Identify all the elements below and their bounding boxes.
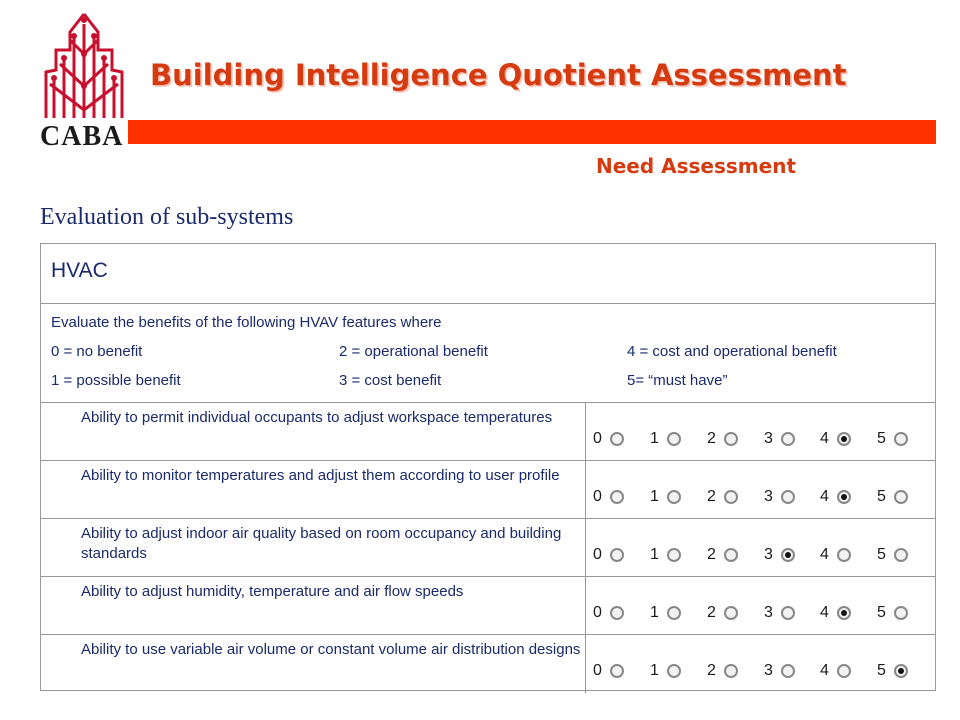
rating-option-label: 4 xyxy=(820,662,829,679)
rating-option-1[interactable] xyxy=(650,604,681,622)
rating-radio[interactable] xyxy=(724,490,738,504)
question-row xyxy=(41,403,935,461)
rating-radio[interactable] xyxy=(610,490,624,504)
rating-radio[interactable] xyxy=(837,548,851,562)
rating-option-label: 2 xyxy=(707,604,716,621)
rating-radio[interactable] xyxy=(667,664,681,678)
rating-option-4[interactable] xyxy=(820,662,851,680)
rating-radio[interactable] xyxy=(667,548,681,562)
rating-option-4[interactable] xyxy=(820,488,851,506)
rating-radio[interactable] xyxy=(894,432,908,446)
logo-text: CABA xyxy=(40,121,124,152)
rating-radio[interactable] xyxy=(610,664,624,678)
assessment-table xyxy=(40,243,936,691)
question-row xyxy=(41,461,935,519)
rating-option-label: 4 xyxy=(820,604,829,621)
rating-radio[interactable] xyxy=(724,606,738,620)
title-accent-bar xyxy=(128,120,936,144)
table-heading-row xyxy=(41,244,935,304)
rating-option-label: 1 xyxy=(650,488,659,505)
column-divider xyxy=(585,635,586,693)
rating-option-label: 2 xyxy=(707,430,716,447)
rating-option-5[interactable] xyxy=(877,546,908,564)
page-title: Building Intelligence Quotient Assessment xyxy=(150,58,847,92)
rating-option-4[interactable] xyxy=(820,546,851,564)
legend-row xyxy=(41,304,935,403)
rating-radio[interactable] xyxy=(781,664,795,678)
rating-radio[interactable] xyxy=(610,432,624,446)
rating-option-label: 3 xyxy=(764,430,773,447)
rating-option-label: 1 xyxy=(650,546,659,563)
rating-option-label: 0 xyxy=(593,488,602,505)
rating-option-0[interactable] xyxy=(593,488,624,506)
rating-option-label: 4 xyxy=(820,546,829,563)
rating-option-label: 5 xyxy=(877,488,886,505)
rating-option-0[interactable] xyxy=(593,430,624,448)
rating-option-label: 1 xyxy=(650,604,659,621)
question-text: Ability to monitor temperatures and adjust them according to user profile xyxy=(81,467,560,484)
rating-option-label: 4 xyxy=(820,488,829,505)
rating-radio[interactable] xyxy=(837,490,851,504)
question-row xyxy=(41,519,935,577)
rating-radio[interactable] xyxy=(667,606,681,620)
column-divider xyxy=(585,519,586,576)
rating-option-1[interactable] xyxy=(650,488,681,506)
rating-radio[interactable] xyxy=(781,606,795,620)
rating-option-label: 0 xyxy=(593,604,602,621)
legend-item: 0 = no benefit xyxy=(51,343,143,360)
rating-option-label: 0 xyxy=(593,662,602,679)
rating-option-label: 4 xyxy=(820,430,829,447)
legend-item: 1 = possible benefit xyxy=(51,372,181,389)
rating-option-label: 3 xyxy=(764,488,773,505)
rating-option-3[interactable] xyxy=(764,604,795,622)
rating-radio[interactable] xyxy=(610,548,624,562)
rating-radio[interactable] xyxy=(837,664,851,678)
rating-option-label: 0 xyxy=(593,430,602,447)
column-divider xyxy=(585,577,586,634)
rating-option-label: 1 xyxy=(650,430,659,447)
column-divider xyxy=(585,461,586,518)
rating-option-2[interactable] xyxy=(707,662,738,680)
rating-option-label: 5 xyxy=(877,662,886,679)
rating-option-3[interactable] xyxy=(764,488,795,506)
table-heading: HVAC xyxy=(51,259,108,282)
rating-option-5[interactable] xyxy=(877,430,908,448)
rating-option-1[interactable] xyxy=(650,430,681,448)
rating-option-4[interactable] xyxy=(820,604,851,622)
rating-radio[interactable] xyxy=(894,606,908,620)
rating-option-label: 2 xyxy=(707,546,716,563)
rating-option-label: 1 xyxy=(650,662,659,679)
page-subtitle: Need Assessment xyxy=(596,154,797,178)
rating-option-5[interactable] xyxy=(877,604,908,622)
question-row xyxy=(41,577,935,635)
question-text: Ability to permit individual occupants to adjust workspace temperatures xyxy=(81,409,553,426)
rating-option-3[interactable] xyxy=(764,430,795,448)
question-row xyxy=(41,635,935,693)
rating-option-label: 3 xyxy=(764,604,773,621)
rating-option-2[interactable] xyxy=(707,430,738,448)
rating-radio[interactable] xyxy=(667,490,681,504)
question-text: Ability to adjust humidity, temperature and air flow speeds xyxy=(81,583,464,600)
rating-option-1[interactable] xyxy=(650,662,681,680)
rating-option-label: 5 xyxy=(877,546,886,563)
rating-radio[interactable] xyxy=(724,664,738,678)
rating-radio[interactable] xyxy=(667,432,681,446)
rating-option-0[interactable] xyxy=(593,662,624,680)
rating-option-label: 2 xyxy=(707,488,716,505)
rating-option-3[interactable] xyxy=(764,662,795,680)
question-text: Ability to use variable air volume or constant volume air distribution designs xyxy=(81,641,581,658)
rating-option-0[interactable] xyxy=(593,604,624,622)
rating-radio[interactable] xyxy=(837,606,851,620)
rating-option-label: 5 xyxy=(877,430,886,447)
rating-option-3[interactable] xyxy=(764,546,795,564)
rating-option-5[interactable] xyxy=(877,662,908,680)
rating-option-label: 3 xyxy=(764,662,773,679)
rating-radio[interactable] xyxy=(781,490,795,504)
legend-intro: Evaluate the benefits of the following HVAV features where xyxy=(51,314,442,331)
section-title: Evaluation of sub-systems xyxy=(40,204,294,230)
rating-option-label: 2 xyxy=(707,662,716,679)
rating-radio[interactable] xyxy=(894,490,908,504)
rating-option-1[interactable] xyxy=(650,546,681,564)
rating-option-2[interactable] xyxy=(707,604,738,622)
rating-radio[interactable] xyxy=(724,432,738,446)
column-divider xyxy=(585,403,586,460)
building-logo-icon xyxy=(38,10,130,122)
rating-radio[interactable] xyxy=(781,432,795,446)
rating-radio[interactable] xyxy=(724,548,738,562)
rating-option-2[interactable] xyxy=(707,488,738,506)
rating-option-label: 0 xyxy=(593,546,602,563)
legend-item: 3 = cost benefit xyxy=(339,372,442,389)
rating-option-2[interactable] xyxy=(707,546,738,564)
legend-item: 2 = operational benefit xyxy=(339,343,488,360)
rating-radio[interactable] xyxy=(837,432,851,446)
legend-item: 5= “must have” xyxy=(627,372,728,389)
rating-option-0[interactable] xyxy=(593,546,624,564)
rating-radio[interactable] xyxy=(894,548,908,562)
rating-option-4[interactable] xyxy=(820,430,851,448)
rating-option-label: 5 xyxy=(877,604,886,621)
legend-item: 4 = cost and operational benefit xyxy=(627,343,837,360)
question-text: Ability to adjust indoor air quality based on room occupancy and building standards xyxy=(81,525,562,562)
rating-option-5[interactable] xyxy=(877,488,908,506)
rating-radio[interactable] xyxy=(781,548,795,562)
rating-option-label: 3 xyxy=(764,546,773,563)
rating-radio[interactable] xyxy=(610,606,624,620)
rating-radio[interactable] xyxy=(894,664,908,678)
